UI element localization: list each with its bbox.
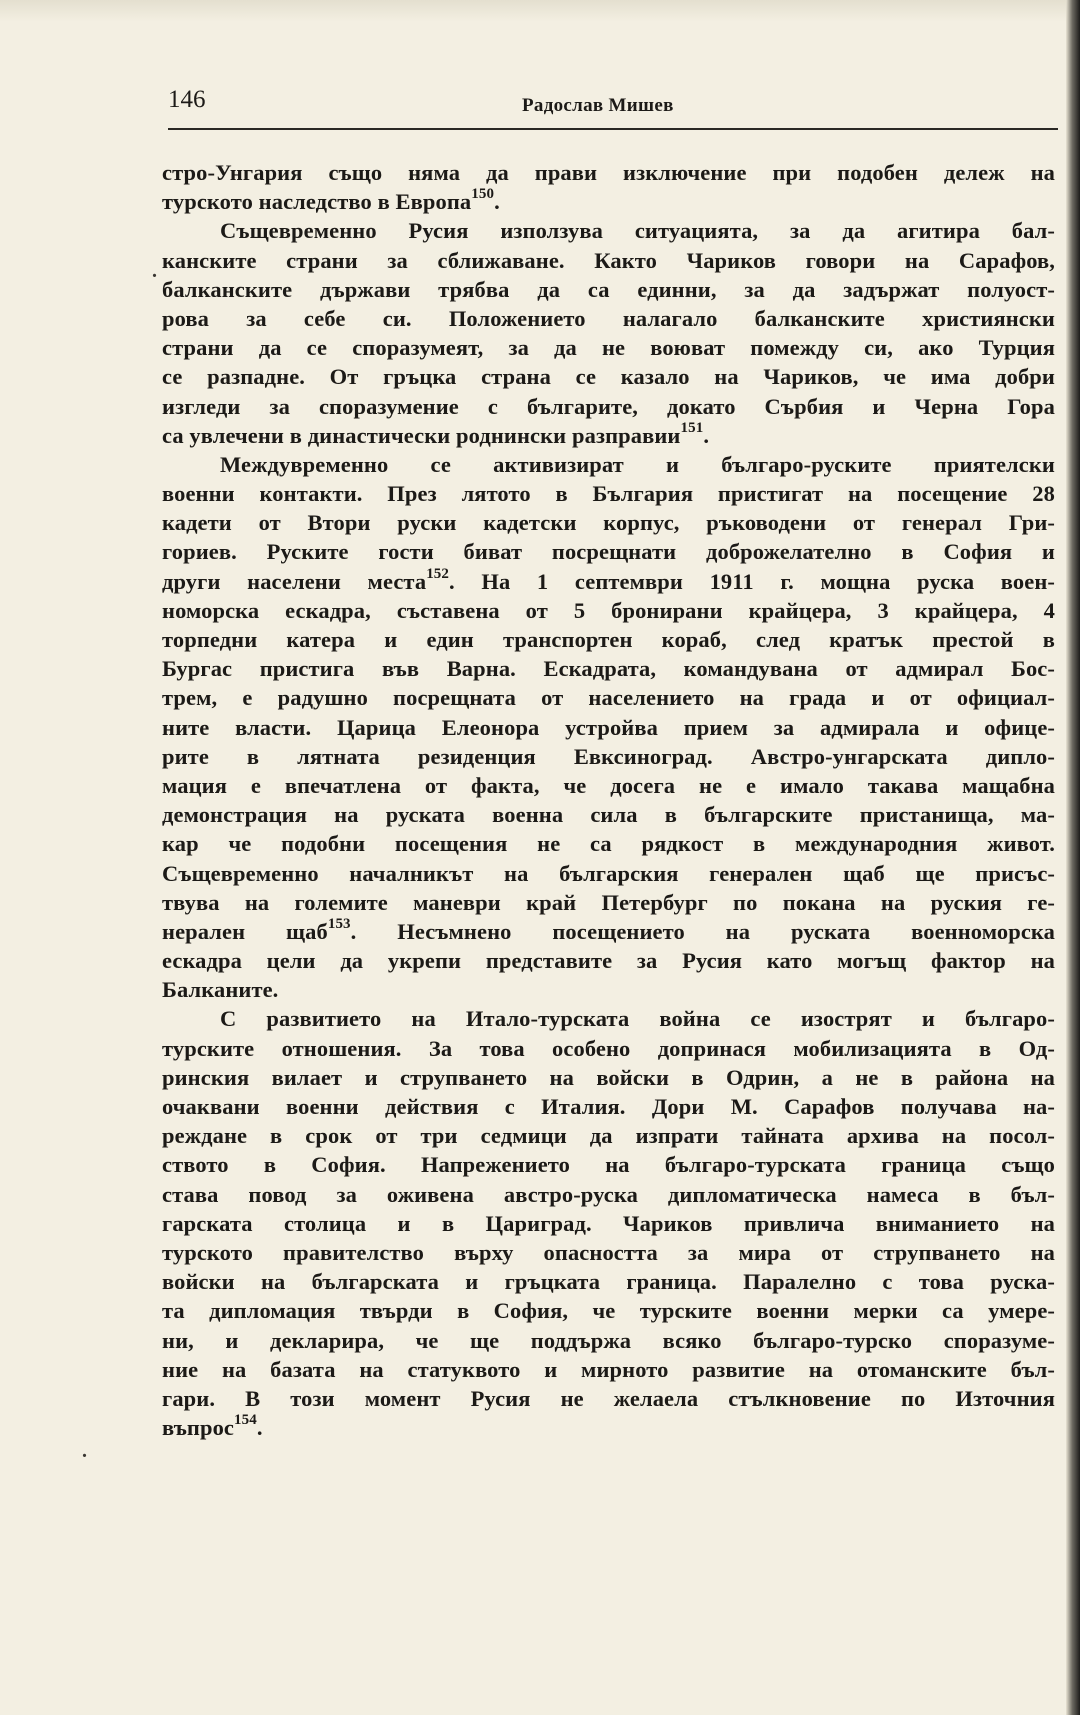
line-text: Бургас пристига във Варна. Ескадрата, командувана от адмирал Бос- — [162, 656, 1055, 682]
line-text: рова за себе си. Положението налагало балканските християнски — [162, 305, 1055, 331]
footnote-ref[interactable]: 152 — [426, 565, 450, 582]
line-text: демонстрация на руската военна сила в българските пристанища, ма- — [162, 802, 1055, 828]
footnote-ref[interactable]: 154 — [234, 1412, 257, 1429]
line-text: кадети от Втори руски кадетски корпус, ръководени от генерал Гри- — [162, 510, 1055, 536]
text-line — [162, 1092, 1055, 1121]
line-text: гари. В този момент Русия не желаела стълкновение по Източния — [162, 1385, 1055, 1411]
text-line — [162, 187, 1055, 216]
margin-dot: . — [82, 1440, 87, 1462]
text-line — [162, 304, 1055, 333]
line-text: се разпадне. От гръцка страна се казало на Чариков, че има добри — [162, 364, 1055, 390]
line-text: Същевременно началникът на българския генерален щаб ще присъс- — [162, 860, 1055, 886]
text-line — [162, 1004, 1055, 1033]
page-edge-shadow — [1066, 0, 1080, 1715]
text-line — [162, 567, 1055, 596]
footnote-ref[interactable]: 150 — [471, 186, 495, 203]
line-text: ството в София. Напрежението на българо-турската граница също — [162, 1152, 1055, 1178]
body-text — [162, 158, 1055, 1442]
text-line — [162, 421, 1055, 450]
line-text: военни контакти. През лятото в България пристигат на посещение 28 — [162, 481, 1055, 507]
text-line — [162, 683, 1055, 712]
text-line — [162, 275, 1055, 304]
line-text: твува на големите маневри край Петербург по покана на руския ге- — [162, 889, 1055, 915]
line-text: мация е впечатлена от факта, че досега не е имало такава мащабна — [162, 772, 1055, 798]
running-head: Радослав Мишев — [522, 95, 674, 116]
text-line — [162, 888, 1055, 917]
footnote-ref[interactable]: 151 — [680, 419, 704, 436]
text-line — [162, 1355, 1055, 1384]
text-line — [162, 1180, 1055, 1209]
text-line — [162, 1209, 1055, 1238]
page-top-shadow — [0, 0, 1066, 22]
text-line — [162, 1121, 1055, 1150]
line-text: войски на българската и гръцката граница. Паралелно с това руска- — [162, 1269, 1055, 1295]
text-line — [162, 450, 1055, 479]
line-text: изгледи за споразумение с българите, докато Сърбия и Черна Гора — [162, 393, 1055, 419]
line-text: Междувременно се активизират и българо-руските приятелски — [220, 451, 1055, 477]
text-line — [162, 508, 1055, 537]
line-text: рите в лятната резиденция Евксиноград. Австро-унгарската дипло- — [162, 743, 1055, 769]
text-line — [162, 362, 1055, 391]
text-line — [162, 829, 1055, 858]
line-text: турското наследство в Европа — [162, 189, 472, 215]
line-text: очаквани военни действия с Италия. Дори М. Сарафов получава на- — [162, 1094, 1055, 1119]
line-text: та дипломация твърди в София, че турските военни мерки са умере- — [162, 1298, 1055, 1324]
text-line — [162, 1267, 1055, 1296]
text-line — [162, 1238, 1055, 1267]
text-line — [162, 742, 1055, 771]
text-line — [162, 1384, 1055, 1413]
line-text: С развитието на Итало-турската война се изострят и българо- — [220, 1006, 1055, 1032]
text-line — [162, 1296, 1055, 1325]
text-line — [162, 1150, 1055, 1179]
line-text: стро-Унгария също няма да прави изключение при подобен дележ на — [162, 160, 1055, 185]
line-text-after-note: . — [703, 422, 710, 448]
line-text: торпедни катера и един транспортен кораб, след кратък престой в — [162, 627, 1055, 652]
line-text: ните власти. Царица Елеонора устройва прием за адмирала и офице- — [162, 714, 1055, 740]
line-text: трем, е радушно посрещната от населението на града и от официал- — [162, 685, 1055, 711]
page-header — [168, 80, 1058, 130]
text-line — [162, 479, 1055, 508]
text-line — [162, 771, 1055, 800]
margin-dot: . — [152, 260, 157, 282]
line-text: реждане в срок от три седмици да изпрати тайната архива на посол- — [162, 1123, 1055, 1149]
line-text: ескадра цели да укрепи представите за Русия като могъщ фактор на — [162, 948, 1055, 974]
line-text-after-note: . Несъмнено посещението на руската военноморска — [350, 918, 1055, 944]
text-line — [162, 1063, 1055, 1092]
text-line — [162, 859, 1055, 888]
text-line — [162, 1034, 1055, 1063]
line-text: турското правителство върху опасността за мира от струпването на — [162, 1239, 1055, 1265]
text-line — [162, 625, 1055, 654]
line-text: балканските държави трябва да са единни, за да задържат полуост- — [162, 276, 1055, 302]
line-text-after-note: . На 1 септември 1911 г. мощна руска воен- — [449, 568, 1055, 594]
line-text: нерален щаб — [162, 918, 328, 944]
footnote-ref[interactable]: 153 — [327, 915, 351, 932]
line-text: ни, и декларира, че ще поддържа всяко българо-турско споразуме- — [162, 1327, 1055, 1353]
text-line — [162, 654, 1055, 683]
line-text: кар че подобни посещения не са рядкост в международния живот. — [162, 831, 1055, 857]
text-line — [162, 713, 1055, 742]
line-text: гориев. Руските гости биват посрещнати доброжелателно в София и — [162, 539, 1055, 565]
text-line — [162, 946, 1055, 975]
line-text: други населени места — [162, 568, 427, 594]
text-line — [162, 392, 1055, 421]
line-text: гарската столица и в Цариград. Чариков привлича вниманието на — [162, 1210, 1055, 1236]
line-text: Същевременно Русия използува ситуацията, за да агитира бал- — [220, 218, 1055, 244]
text-line — [162, 1326, 1055, 1355]
line-text: ринския вилает и струпването на войски в Одрин, а не в района на — [162, 1064, 1055, 1090]
line-text: ние на базата на статуквото и мирното развитие на отоманските бъл- — [162, 1356, 1055, 1382]
page-number: 146 — [168, 86, 206, 113]
text-line — [162, 1413, 1055, 1442]
text-line — [162, 800, 1055, 829]
text-line — [162, 975, 1055, 1004]
text-line — [162, 596, 1055, 625]
line-text: страни да се споразумеят, за да не воюват помежду си, ако Турция — [162, 335, 1055, 361]
text-line — [162, 537, 1055, 566]
text-line — [162, 246, 1055, 275]
text-line — [162, 333, 1055, 362]
line-text: става повод за оживена австро-руска дипломатическа намеса в бъл- — [162, 1181, 1055, 1207]
line-text: канските страни за сближаване. Както Чариков говори на Сарафов, — [162, 247, 1055, 273]
line-text: са увлечени в династически роднински разправии — [162, 422, 681, 448]
line-text: въпрос — [162, 1415, 235, 1441]
line-text: номорска ескадра, съставена от 5 бронирани крайцера, 3 крайцера, 4 — [162, 597, 1055, 623]
line-text-after-note: . — [494, 189, 500, 215]
line-text: Балканите. — [162, 977, 279, 1003]
line-text-after-note: . — [256, 1415, 263, 1441]
line-text: турските отношения. За това особено допринася мобилизацията в Од- — [162, 1035, 1055, 1061]
text-line — [162, 216, 1055, 245]
text-line — [162, 917, 1055, 946]
text-line — [162, 158, 1055, 187]
